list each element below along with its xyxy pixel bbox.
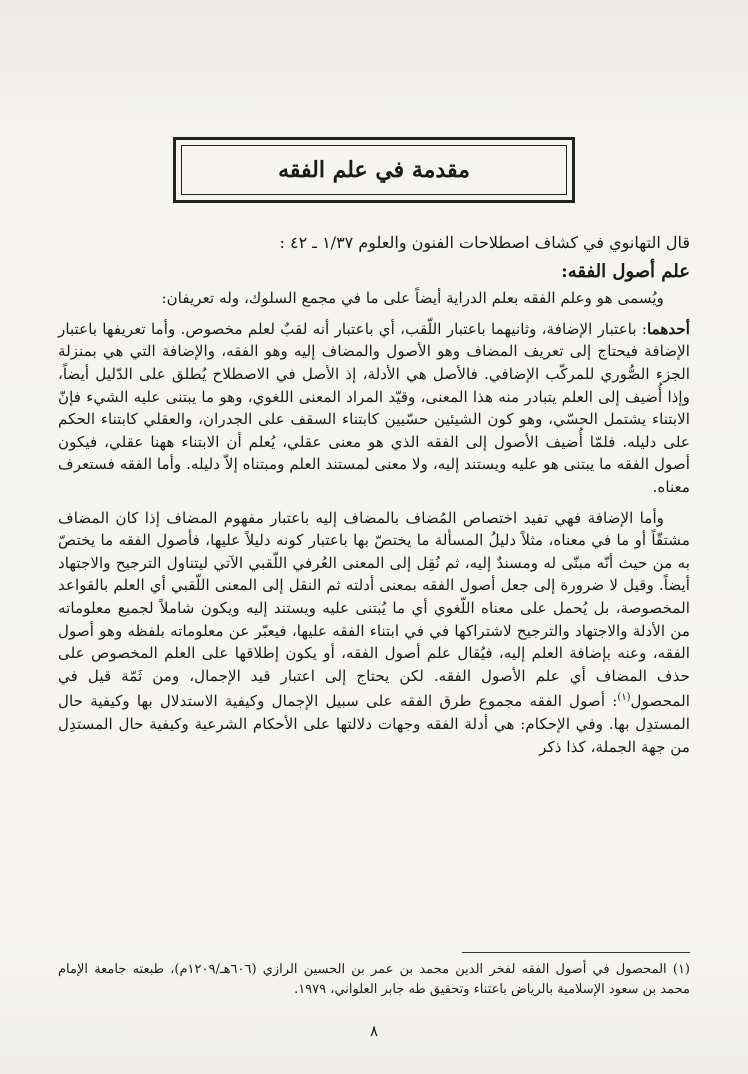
footnote: (١) المحصول في أصول الفقه لفخر الدين محمد بن عمر بن الحسين الرازي (٦٠٦هـ/١٢٠٩م)، طبعته جامعة الإمام محمد بن سعود الإسلامية بالرياض باعتناء وتحقيق طه جابر العلواني، ١٩٧٩. xyxy=(58,962,690,997)
paragraph-2 xyxy=(58,318,690,499)
footnote-ref: (١) xyxy=(617,692,631,704)
title-frame xyxy=(173,137,575,203)
paragraph-3-tail: : أصول الفقه مجموع طرق الفقه على سبيل الإجمال وكيفية الاستدلال بها وكيفية حال المستدِل بها. وفي الإحكام: هي أدلة الفقه وجهات دلالتها على الأحكام الشرعية وكيفية حال المستدِل من جهة الجملة، كذا ذكر xyxy=(58,692,690,756)
footnote-divider xyxy=(462,952,690,953)
paragraph-1: ويُسمى هو وعلم الفقه بعلم الدراية أيضاً على ما في مجمع السلوك، وله تعريفان: xyxy=(161,289,664,308)
term-first: أحدهما xyxy=(647,319,690,338)
main-text xyxy=(58,232,690,766)
paragraph-3 xyxy=(58,507,690,759)
page-number: ٨ xyxy=(369,1022,379,1040)
intro-line: قال التهانوي في كشاف اصطلاحات الفنون والعلوم ١/٣٧ ـ ٤٢ : xyxy=(279,233,690,252)
title-frame-inner xyxy=(181,145,567,195)
section-heading: علم أصول الفقه: xyxy=(561,260,690,282)
paragraph-2-text: : باعتبار الإضافة، وثانيهما باعتبار اللّقب، أي باعتبار أنه لقبٌ لعلم مخصوص. وأما تعريفها باعتبار الإضافة فيحتاج إلى تعريف المضاف وهو الأصول والمضاف إليه وهو الفقه، والإضافة التي هي بمنزلة الجزء الصُّوري للمركّب الإضافي. فالأصل هي الأدلة، إذ الأصل في الاصطلاح يُطلق على الدّليل أيضاً، وإذا أُضيف إلى العلم يتبادر منه هذا المعنى، وقيّد المراد المعنى اللغوي، وهو ما يبتنى عليه الشيء فإنّ الابتناء يشتمل الحسّي، وهو كون الشيئين حسّيين كابتناء السقف على الجدران، والعقلي كابتناء الحكم على دليله. فلمّا أُضيف الأصول إلى الفقه الذي هو معنى عقلي، يُعلم أن الابتناء ههنا عقلي، فيكون أصول الفقه ما يبتنى هو عليه ويستند إليه، ولا معنى لمستند العلم ومبتناه إلاّ دليله. وأما الفقه فستعرف معناه. xyxy=(58,319,690,496)
page-title: مقدمة في علم الفقه xyxy=(278,157,470,183)
paragraph-3-text: وأما الإضافة فهي تفيد اختصاص المُضاف بالمضاف إليه باعتبار مفهوم المضاف إذا كان المضاف مشتقّاً أو ما في معناه، مثلاً دليلُ المسألة ما يختصّ بها باعتبار كونه دليلاً عليها، فأصول الفقه ما يختصّ به من حيث أنّه مبنّى له ومسندٌ إليه، ثم نُقِل إلى المعنى العُرفي اللّقبي الآتي ليتناول الترجيح والاجتهاد أيضاً. وقيل لا ضرورة إلى جعل أصول الفقه بمعنى أدلته ثم النقل إلى المعنى اللّقبي أي العلم بالقواعد المخصوصة، بل يُحمل على معناه اللّغوي أي ما يُبتنى عليه ويستند إليه ويكون شاملاً لجميع معلوماته من الأدلة والاجتهاد والترجيح لاشتراكها في في ابتناء الفقه عليها، فيعبّر عن معلوماته بلفظه وهو أصول الفقه، وعنه بإضافة العلم إليه، فيُقال علم أصول الفقه، أو يكون إطلاقها على العلم المخصوص على حذف المضاف أي علم الأصول الفقه. لكن يحتاج إلى اعتبار قيد الإجمال، ومن ثَمّة قيل في المحصول xyxy=(58,508,690,711)
